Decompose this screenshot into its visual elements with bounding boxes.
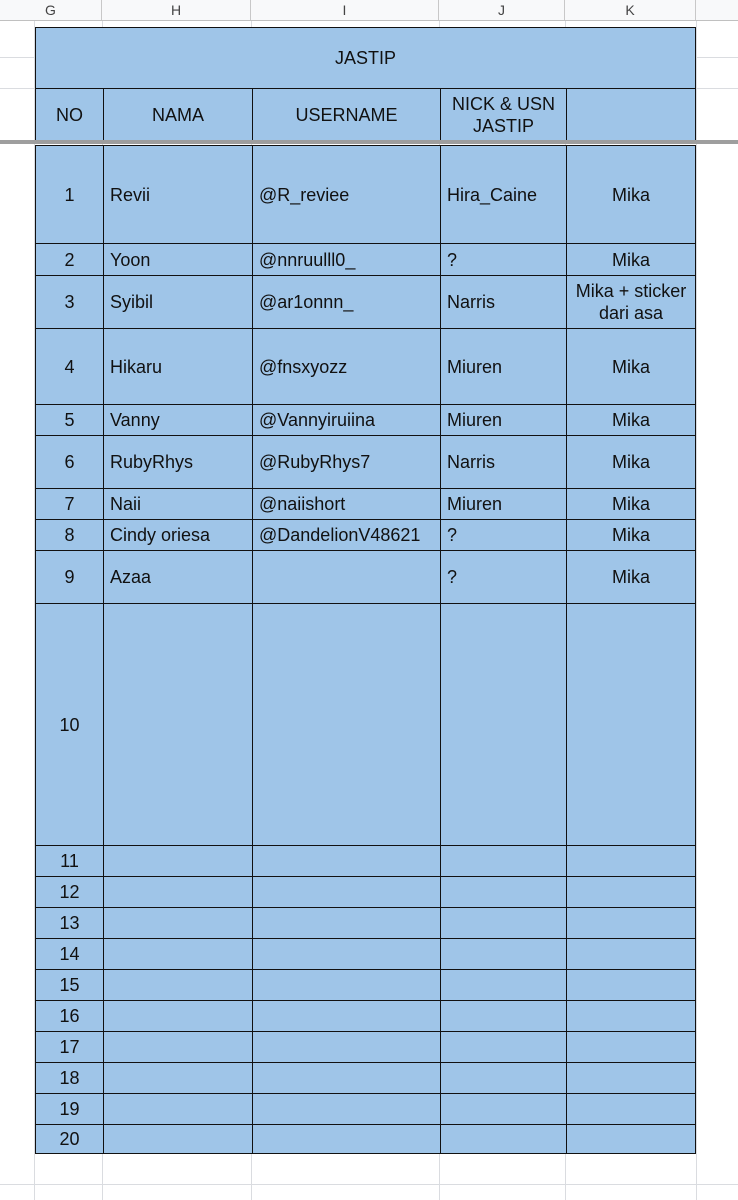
cell-nama-row-19[interactable] xyxy=(103,1093,252,1124)
cell-nama-row-12[interactable] xyxy=(103,876,252,907)
extra-value: Mika xyxy=(611,184,650,205)
no-value: 12 xyxy=(59,882,80,902)
cell-no-row-9[interactable] xyxy=(35,550,103,603)
cell-username-row-14[interactable] xyxy=(252,938,440,969)
nick-value: Narris xyxy=(447,292,495,312)
frozen-rows-divider[interactable] xyxy=(0,140,738,144)
cell-username-row-1[interactable] xyxy=(252,145,440,243)
cell-username-row-16[interactable] xyxy=(252,1000,440,1031)
no-value: 1 xyxy=(64,184,75,205)
cell-username-row-10[interactable] xyxy=(252,603,440,845)
nick-value: Miuren xyxy=(447,410,503,430)
cell-nick-row-17[interactable] xyxy=(440,1031,566,1062)
cell-nama-row-17[interactable] xyxy=(103,1031,252,1062)
extra-value: Mika xyxy=(611,410,650,430)
column-header-h[interactable]: H xyxy=(102,0,251,20)
cell-extra-row-8[interactable] xyxy=(566,519,696,550)
cell-nama-row-4[interactable] xyxy=(103,328,252,404)
cell-nama-row-6[interactable] xyxy=(103,435,252,488)
cell-extra-row-10[interactable] xyxy=(566,603,696,845)
no-value: 3 xyxy=(64,292,75,312)
cell-nick-row-20[interactable] xyxy=(440,1124,566,1154)
cell-username-row-8[interactable] xyxy=(252,519,440,550)
username-value: @fnsxyozz xyxy=(259,356,348,377)
header-nama: NAMA xyxy=(151,104,204,125)
cell-extra-row-7[interactable] xyxy=(566,488,696,519)
cell-extra-row-9[interactable] xyxy=(566,550,696,603)
no-value: 8 xyxy=(64,525,75,545)
extra-value: Mika xyxy=(611,567,650,587)
no-value: 2 xyxy=(64,249,75,270)
cell-username-row-19[interactable] xyxy=(252,1093,440,1124)
extra-value: Mika xyxy=(611,452,650,472)
cell-no-row-13[interactable] xyxy=(35,907,103,938)
cell-nama-row-8[interactable] xyxy=(103,519,252,550)
cell-no-row-14[interactable] xyxy=(35,938,103,969)
no-value: 4 xyxy=(64,356,75,377)
column-header-i[interactable]: I xyxy=(251,0,439,20)
cell-no-row-17[interactable] xyxy=(35,1031,103,1062)
cell-nama-row-1[interactable] xyxy=(103,145,252,243)
nama-value: Azaa xyxy=(110,567,152,587)
cell-extra-row-13[interactable] xyxy=(566,907,696,938)
cell-nama-row-10[interactable] xyxy=(103,603,252,845)
header-username: USERNAME xyxy=(295,104,398,125)
cell-username-row-9[interactable] xyxy=(252,550,440,603)
cell-extra-row-15[interactable] xyxy=(566,969,696,1000)
no-value: 6 xyxy=(64,452,75,472)
header-username-cell[interactable] xyxy=(252,88,440,141)
cell-nick-row-2[interactable] xyxy=(440,243,566,275)
cell-extra-row-19[interactable] xyxy=(566,1093,696,1124)
cell-extra-row-3[interactable] xyxy=(566,275,696,328)
extra-value: Mika xyxy=(611,494,650,514)
cell-extra-row-6[interactable] xyxy=(566,435,696,488)
cell-nama-row-5[interactable] xyxy=(103,404,252,435)
cell-nick-row-11[interactable] xyxy=(440,845,566,876)
cell-username-row-18[interactable] xyxy=(252,1062,440,1093)
cell-nick-row-8[interactable] xyxy=(440,519,566,550)
column-header-j[interactable]: J xyxy=(439,0,565,20)
cell-nick-row-1[interactable] xyxy=(440,145,566,243)
cell-no-row-12[interactable] xyxy=(35,876,103,907)
cell-no-row-11[interactable] xyxy=(35,845,103,876)
nama-value: RubyRhys xyxy=(110,452,194,472)
cell-nama-row-18[interactable] xyxy=(103,1062,252,1093)
cell-nama-row-11[interactable] xyxy=(103,845,252,876)
nick-value: Miuren xyxy=(447,356,503,377)
cell-nick-row-5[interactable] xyxy=(440,404,566,435)
cell-no-row-2[interactable] xyxy=(35,243,103,275)
nama-value: Hikaru xyxy=(110,356,163,377)
header-nick: NICK & USN JASTIP xyxy=(451,94,556,136)
nick-value: Narris xyxy=(447,452,495,472)
cell-nama-row-13[interactable] xyxy=(103,907,252,938)
no-value: 7 xyxy=(64,494,75,514)
column-header-bar xyxy=(0,0,738,21)
nick-value: ? xyxy=(447,525,458,545)
cell-nama-row-16[interactable] xyxy=(103,1000,252,1031)
cell-no-row-4[interactable] xyxy=(35,328,103,404)
cell-no-row-8[interactable] xyxy=(35,519,103,550)
cell-username-row-6[interactable] xyxy=(252,435,440,488)
cell-nama-row-2[interactable] xyxy=(103,243,252,275)
table-title-cell[interactable] xyxy=(35,27,696,88)
cell-extra-row-17[interactable] xyxy=(566,1031,696,1062)
cell-extra-row-2[interactable] xyxy=(566,243,696,275)
username-value: @naiishort xyxy=(259,494,346,514)
cell-no-row-20[interactable] xyxy=(35,1124,103,1154)
cell-no-row-16[interactable] xyxy=(35,1000,103,1031)
cell-username-row-2[interactable] xyxy=(252,243,440,275)
no-value: 13 xyxy=(59,913,80,933)
username-value: @Vannyiruiina xyxy=(259,410,375,430)
cell-nick-row-6[interactable] xyxy=(440,435,566,488)
header-nama-cell[interactable] xyxy=(103,88,252,141)
cell-username-row-7[interactable] xyxy=(252,488,440,519)
cell-nick-row-18[interactable] xyxy=(440,1062,566,1093)
cell-nick-row-14[interactable] xyxy=(440,938,566,969)
username-value: @ar1onnn_ xyxy=(259,292,354,312)
no-value: 18 xyxy=(59,1068,80,1088)
cell-username-row-17[interactable] xyxy=(252,1031,440,1062)
cell-no-row-19[interactable] xyxy=(35,1093,103,1124)
cell-extra-row-12[interactable] xyxy=(566,876,696,907)
cell-extra-row-11[interactable] xyxy=(566,845,696,876)
no-value: 20 xyxy=(59,1129,80,1149)
cell-nama-row-15[interactable] xyxy=(103,969,252,1000)
header-no-cell[interactable] xyxy=(35,88,103,141)
cell-username-row-15[interactable] xyxy=(252,969,440,1000)
no-value: 9 xyxy=(64,567,75,587)
cell-extra-row-1[interactable] xyxy=(566,145,696,243)
cell-nick-row-13[interactable] xyxy=(440,907,566,938)
cell-nama-row-3[interactable] xyxy=(103,275,252,328)
cell-nama-row-20[interactable] xyxy=(103,1124,252,1154)
column-header-k[interactable]: K xyxy=(565,0,696,20)
cell-no-row-5[interactable] xyxy=(35,404,103,435)
username-value: @nnruulll0_ xyxy=(259,249,356,270)
extra-value: Mika xyxy=(611,249,650,270)
cell-no-row-10[interactable] xyxy=(35,603,103,845)
cell-nama-row-7[interactable] xyxy=(103,488,252,519)
cell-nick-row-9[interactable] xyxy=(440,550,566,603)
cell-no-row-3[interactable] xyxy=(35,275,103,328)
cell-nama-row-14[interactable] xyxy=(103,938,252,969)
cell-nick-row-4[interactable] xyxy=(440,328,566,404)
cell-extra-row-18[interactable] xyxy=(566,1062,696,1093)
no-value: 19 xyxy=(59,1099,80,1119)
cell-username-row-13[interactable] xyxy=(252,907,440,938)
header-no: NO xyxy=(56,104,83,125)
cell-username-row-5[interactable] xyxy=(252,404,440,435)
nick-value: ? xyxy=(447,567,458,587)
no-value: 16 xyxy=(59,1006,80,1026)
cell-username-row-4[interactable] xyxy=(252,328,440,404)
no-value: 5 xyxy=(64,410,75,430)
nama-value: Revii xyxy=(110,184,151,205)
nick-value: Miuren xyxy=(447,494,503,514)
cell-extra-row-16[interactable] xyxy=(566,1000,696,1031)
cell-no-row-6[interactable] xyxy=(35,435,103,488)
nama-value: Vanny xyxy=(110,410,160,430)
cell-username-row-3[interactable] xyxy=(252,275,440,328)
username-value: @DandelionV48621 xyxy=(259,525,421,545)
column-header-g[interactable]: G xyxy=(0,0,102,20)
cell-no-row-1[interactable] xyxy=(35,145,103,243)
cell-username-row-20[interactable] xyxy=(252,1124,440,1154)
cell-extra-row-14[interactable] xyxy=(566,938,696,969)
no-value: 14 xyxy=(59,944,80,964)
nama-value: Cindy oriesa xyxy=(110,525,211,545)
username-value: @RubyRhys7 xyxy=(259,452,371,472)
extra-value: Mika xyxy=(611,356,650,377)
table-title: JASTIP xyxy=(334,47,396,68)
extra-value: Mika + sticker dari asa xyxy=(575,281,687,323)
cell-nick-row-12[interactable] xyxy=(440,876,566,907)
no-value: 10 xyxy=(59,714,80,735)
cell-nick-row-16[interactable] xyxy=(440,1000,566,1031)
cell-extra-row-20[interactable] xyxy=(566,1124,696,1154)
cell-nama-row-9[interactable] xyxy=(103,550,252,603)
no-value: 17 xyxy=(59,1037,80,1057)
cell-nick-row-10[interactable] xyxy=(440,603,566,845)
nama-value: Yoon xyxy=(110,249,151,270)
cell-no-row-7[interactable] xyxy=(35,488,103,519)
nama-value: Naii xyxy=(110,494,142,514)
header-extra-cell[interactable] xyxy=(566,88,696,141)
no-value: 11 xyxy=(60,851,79,871)
extra-value: Mika xyxy=(611,525,650,545)
cell-nick-row-15[interactable] xyxy=(440,969,566,1000)
nick-value: ? xyxy=(447,249,458,270)
nama-value: Syibil xyxy=(110,292,154,312)
cell-nick-row-19[interactable] xyxy=(440,1093,566,1124)
no-value: 15 xyxy=(59,975,80,995)
cell-nick-row-3[interactable] xyxy=(440,275,566,328)
cell-extra-row-5[interactable] xyxy=(566,404,696,435)
cell-username-row-11[interactable] xyxy=(252,845,440,876)
cell-nick-row-7[interactable] xyxy=(440,488,566,519)
header-nick-cell[interactable] xyxy=(440,88,566,141)
username-value: @R_reviee xyxy=(259,184,350,205)
cell-no-row-18[interactable] xyxy=(35,1062,103,1093)
cell-no-row-15[interactable] xyxy=(35,969,103,1000)
cell-username-row-12[interactable] xyxy=(252,876,440,907)
nick-value: Hira_Caine xyxy=(447,184,538,205)
cell-extra-row-4[interactable] xyxy=(566,328,696,404)
